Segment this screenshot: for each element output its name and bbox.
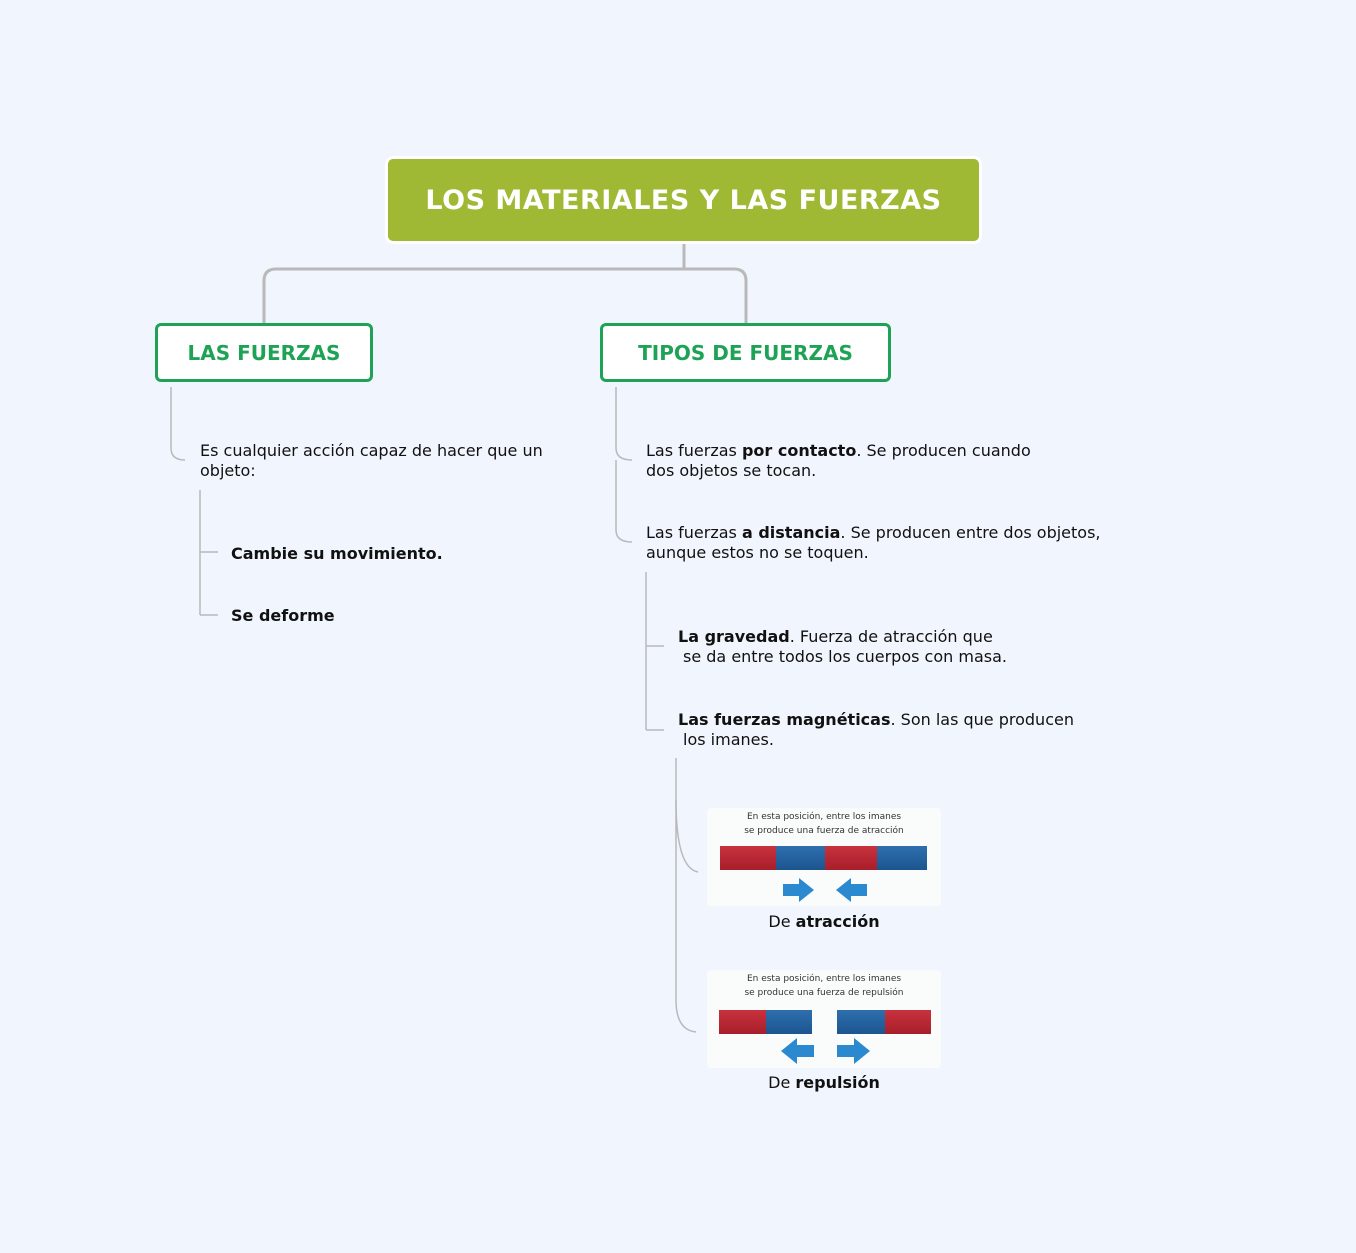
magnet-red-pole — [720, 846, 776, 870]
distance-forces-text[interactable] — [646, 523, 1101, 563]
contact-bold: por contacto — [741, 441, 857, 460]
distance-prefix: Las fuerzas — [646, 523, 742, 542]
contact-line-2: dos objetos se tocan. — [646, 461, 817, 480]
distance-bold: a distancia — [741, 523, 841, 542]
arrow-right-icon — [837, 1038, 870, 1064]
attraction-image[interactable] — [707, 808, 941, 906]
magnetic-bold: Las fuerzas magnéticas — [678, 710, 891, 729]
gravity-rest: . Fuerza de atracción que — [789, 627, 993, 646]
topic-tipos-de-fuerzas-label: TIPOS DE FUERZAS — [638, 340, 853, 365]
definition-line-1: Es cualquier acción capaz de hacer que un — [200, 441, 543, 460]
attraction-label-bold: atracción — [795, 912, 880, 931]
gravity-bold: La gravedad — [678, 627, 790, 646]
attraction-caption-2: se produce una fuerza de atracción — [744, 826, 904, 836]
magnet-red-pole — [719, 1010, 766, 1034]
effect-cambie-movimiento[interactable]: Cambie su movimiento. — [231, 544, 443, 563]
contact-rest: . Se producen cuando — [856, 441, 1031, 460]
repulsion-image[interactable] — [707, 970, 941, 1068]
repulsion-label-prefix: De — [768, 1073, 796, 1092]
arrow-right-icon — [783, 878, 814, 902]
attraction-arrows — [781, 876, 871, 904]
contact-forces-text[interactable] — [646, 441, 1031, 481]
attraction-caption-1: En esta posición, entre los imanes — [746, 812, 902, 822]
arrow-left-icon — [781, 1038, 814, 1064]
magnet-blue-pole — [837, 1010, 885, 1034]
magnet-blue-pole — [776, 846, 825, 870]
contact-connector — [616, 387, 632, 460]
topic-las-fuerzas-label: LAS FUERZAS — [187, 340, 341, 365]
distance-connector — [616, 460, 632, 542]
magnetic-rest: . Son las que producen — [890, 710, 1074, 729]
magnet-red-pole — [825, 846, 877, 870]
repulsion-caption-1: En esta posición, entre los imanes — [746, 974, 902, 984]
repulsion-label[interactable] — [707, 1073, 941, 1092]
contact-prefix: Las fuerzas — [646, 441, 742, 460]
magnet-children-trunk — [676, 758, 696, 1032]
left-definition-connector — [171, 387, 185, 460]
magnet-blue-pole — [877, 846, 927, 870]
attraction-label-prefix: De — [768, 912, 796, 931]
effect-se-deforme[interactable]: Se deforme — [231, 606, 335, 625]
magnetic-line-2: los imanes. — [683, 730, 774, 749]
attraction-connector — [676, 800, 698, 872]
gravity-line-2: se da entre todos los cuerpos con masa. — [683, 647, 1007, 666]
distance-line-2: aunque estos no se toquen. — [646, 543, 869, 562]
magnet-red-pole — [885, 1010, 931, 1034]
repulsion-arrows — [779, 1036, 874, 1066]
gravity-text[interactable] — [678, 627, 1007, 667]
magnetic-text[interactable] — [678, 710, 1074, 750]
arrow-left-icon — [836, 878, 867, 902]
distance-rest: . Se producen entre dos objetos, — [840, 523, 1101, 542]
definition-text[interactable] — [200, 441, 543, 481]
magnet-blue-pole — [766, 1010, 812, 1034]
root-topic[interactable]: LOS MATERIALES Y LAS FUERZAS — [388, 159, 979, 241]
topic-tipos-de-fuerzas[interactable] — [600, 323, 891, 382]
definition-line-2: objeto: — [200, 461, 256, 480]
repulsion-label-bold: repulsión — [795, 1073, 880, 1092]
root-connector-branches — [264, 269, 746, 323]
repulsion-caption-2: se produce una fuerza de repulsión — [744, 988, 904, 998]
attraction-label[interactable] — [707, 912, 941, 931]
topic-las-fuerzas[interactable] — [155, 323, 373, 382]
